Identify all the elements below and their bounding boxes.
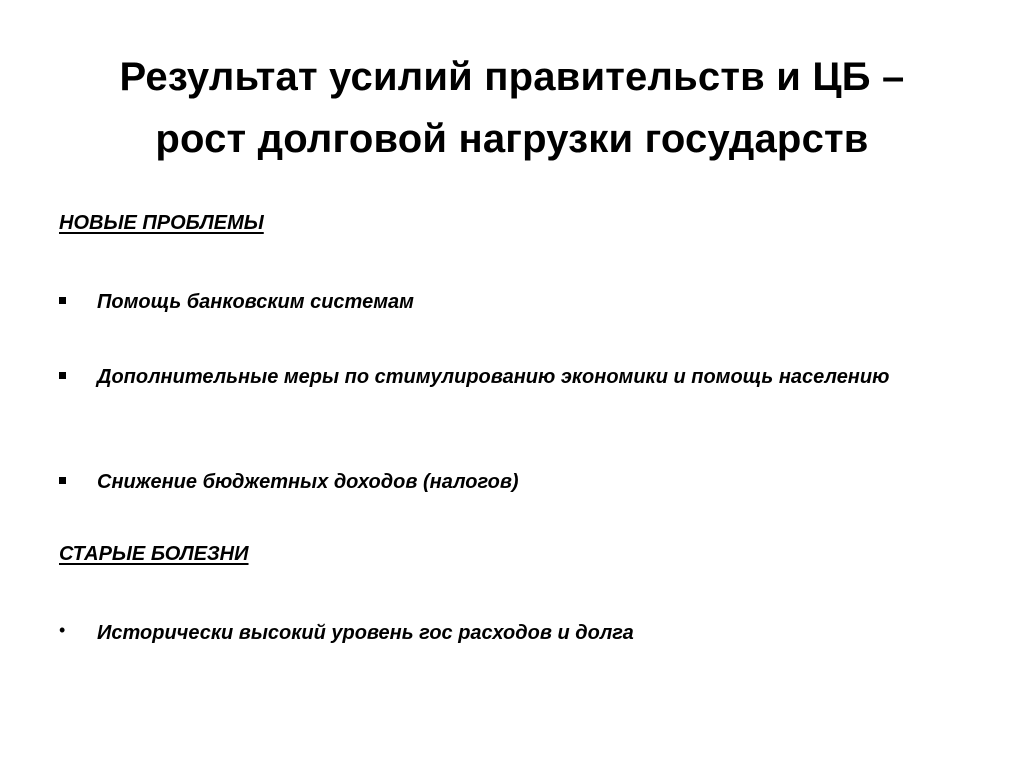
slide-title-line-2: рост долговой нагрузки государств bbox=[155, 117, 869, 161]
square-bullet-icon bbox=[59, 467, 66, 491]
slide-title bbox=[24, 46, 1000, 170]
list-item-text: Помощь банковским системам bbox=[97, 291, 414, 313]
square-bullet-icon bbox=[59, 362, 66, 386]
round-bullet-icon: • bbox=[59, 620, 66, 640]
slide-title-line-1: Результат усилий правительств и ЦБ – bbox=[119, 55, 905, 99]
list-item-text: Исторически высокий уровень гос расходов и долга bbox=[97, 622, 634, 644]
section-heading-new-problems: НОВЫЕ ПРОБЛЕМЫ bbox=[59, 212, 264, 234]
square-bullet-icon bbox=[59, 287, 66, 311]
list-item-text: Дополнительные меры по стимулированию экономики и помощь населению bbox=[97, 366, 890, 388]
list-item-text: Снижение бюджетных доходов (налогов) bbox=[97, 471, 519, 493]
section-heading-old-diseases: СТАРЫЕ БОЛЕЗНИ bbox=[59, 543, 249, 565]
